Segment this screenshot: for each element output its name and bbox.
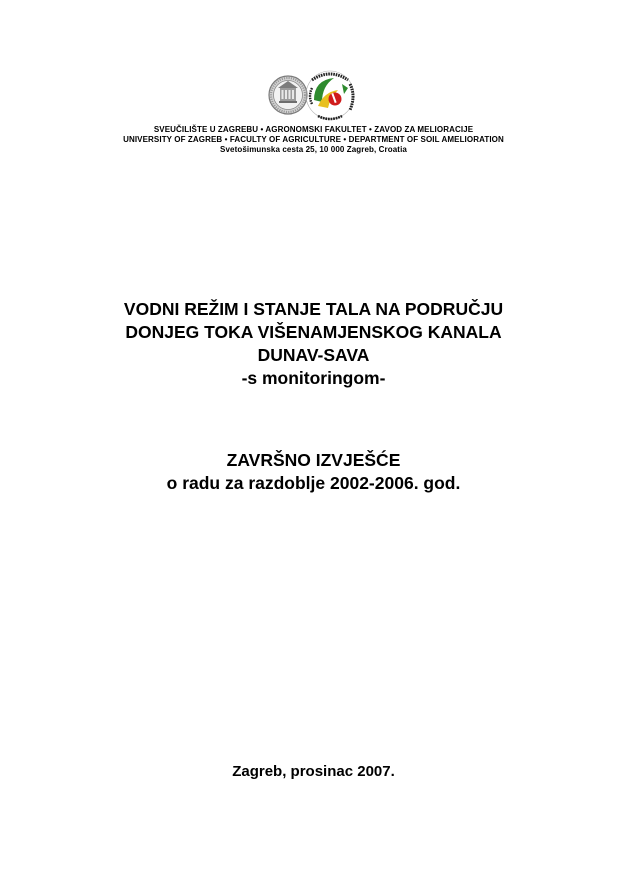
- title-line-1: VODNI REŽIM I STANJE TALA NA PODRUČJU: [123, 299, 504, 319]
- institution-name-english: UNIVERSITY OF ZAGREB • FACULTY OF AGRICULTURE • DEPARTMENT OF SOIL AMELIORATION: [123, 135, 504, 144]
- institution-header: [0, 125, 627, 155]
- report-heading: ZAVRŠNO IZVJEŠĆE: [226, 450, 401, 470]
- institution-name-croatian: SVEUČILIŠTE U ZAGREBU • AGRONOMSKI FAKULTET • ZAVOD ZA MELIORACIJE: [153, 125, 474, 134]
- report-period: o radu za razdoblje 2002-2006. god.: [166, 473, 461, 493]
- place-and-date: Zagreb, prosinac 2007.: [232, 763, 395, 780]
- title-subtitle: -s monitoringom-: [241, 368, 386, 388]
- report-type: [0, 449, 627, 495]
- title-line-3: DUNAV-SAVA: [257, 345, 370, 365]
- title-line-2: DONJEG TOKA VIŠENAMJENSKOG KANALA: [125, 322, 502, 342]
- document-title: [0, 298, 627, 390]
- institution-address: Svetošimunska cesta 25, 10 000 Zagreb, Croatia: [220, 145, 407, 154]
- logo-group: [0, 66, 627, 124]
- university-seal-icon: [268, 66, 308, 124]
- faculty-of-agriculture-emblem-icon: [304, 66, 356, 124]
